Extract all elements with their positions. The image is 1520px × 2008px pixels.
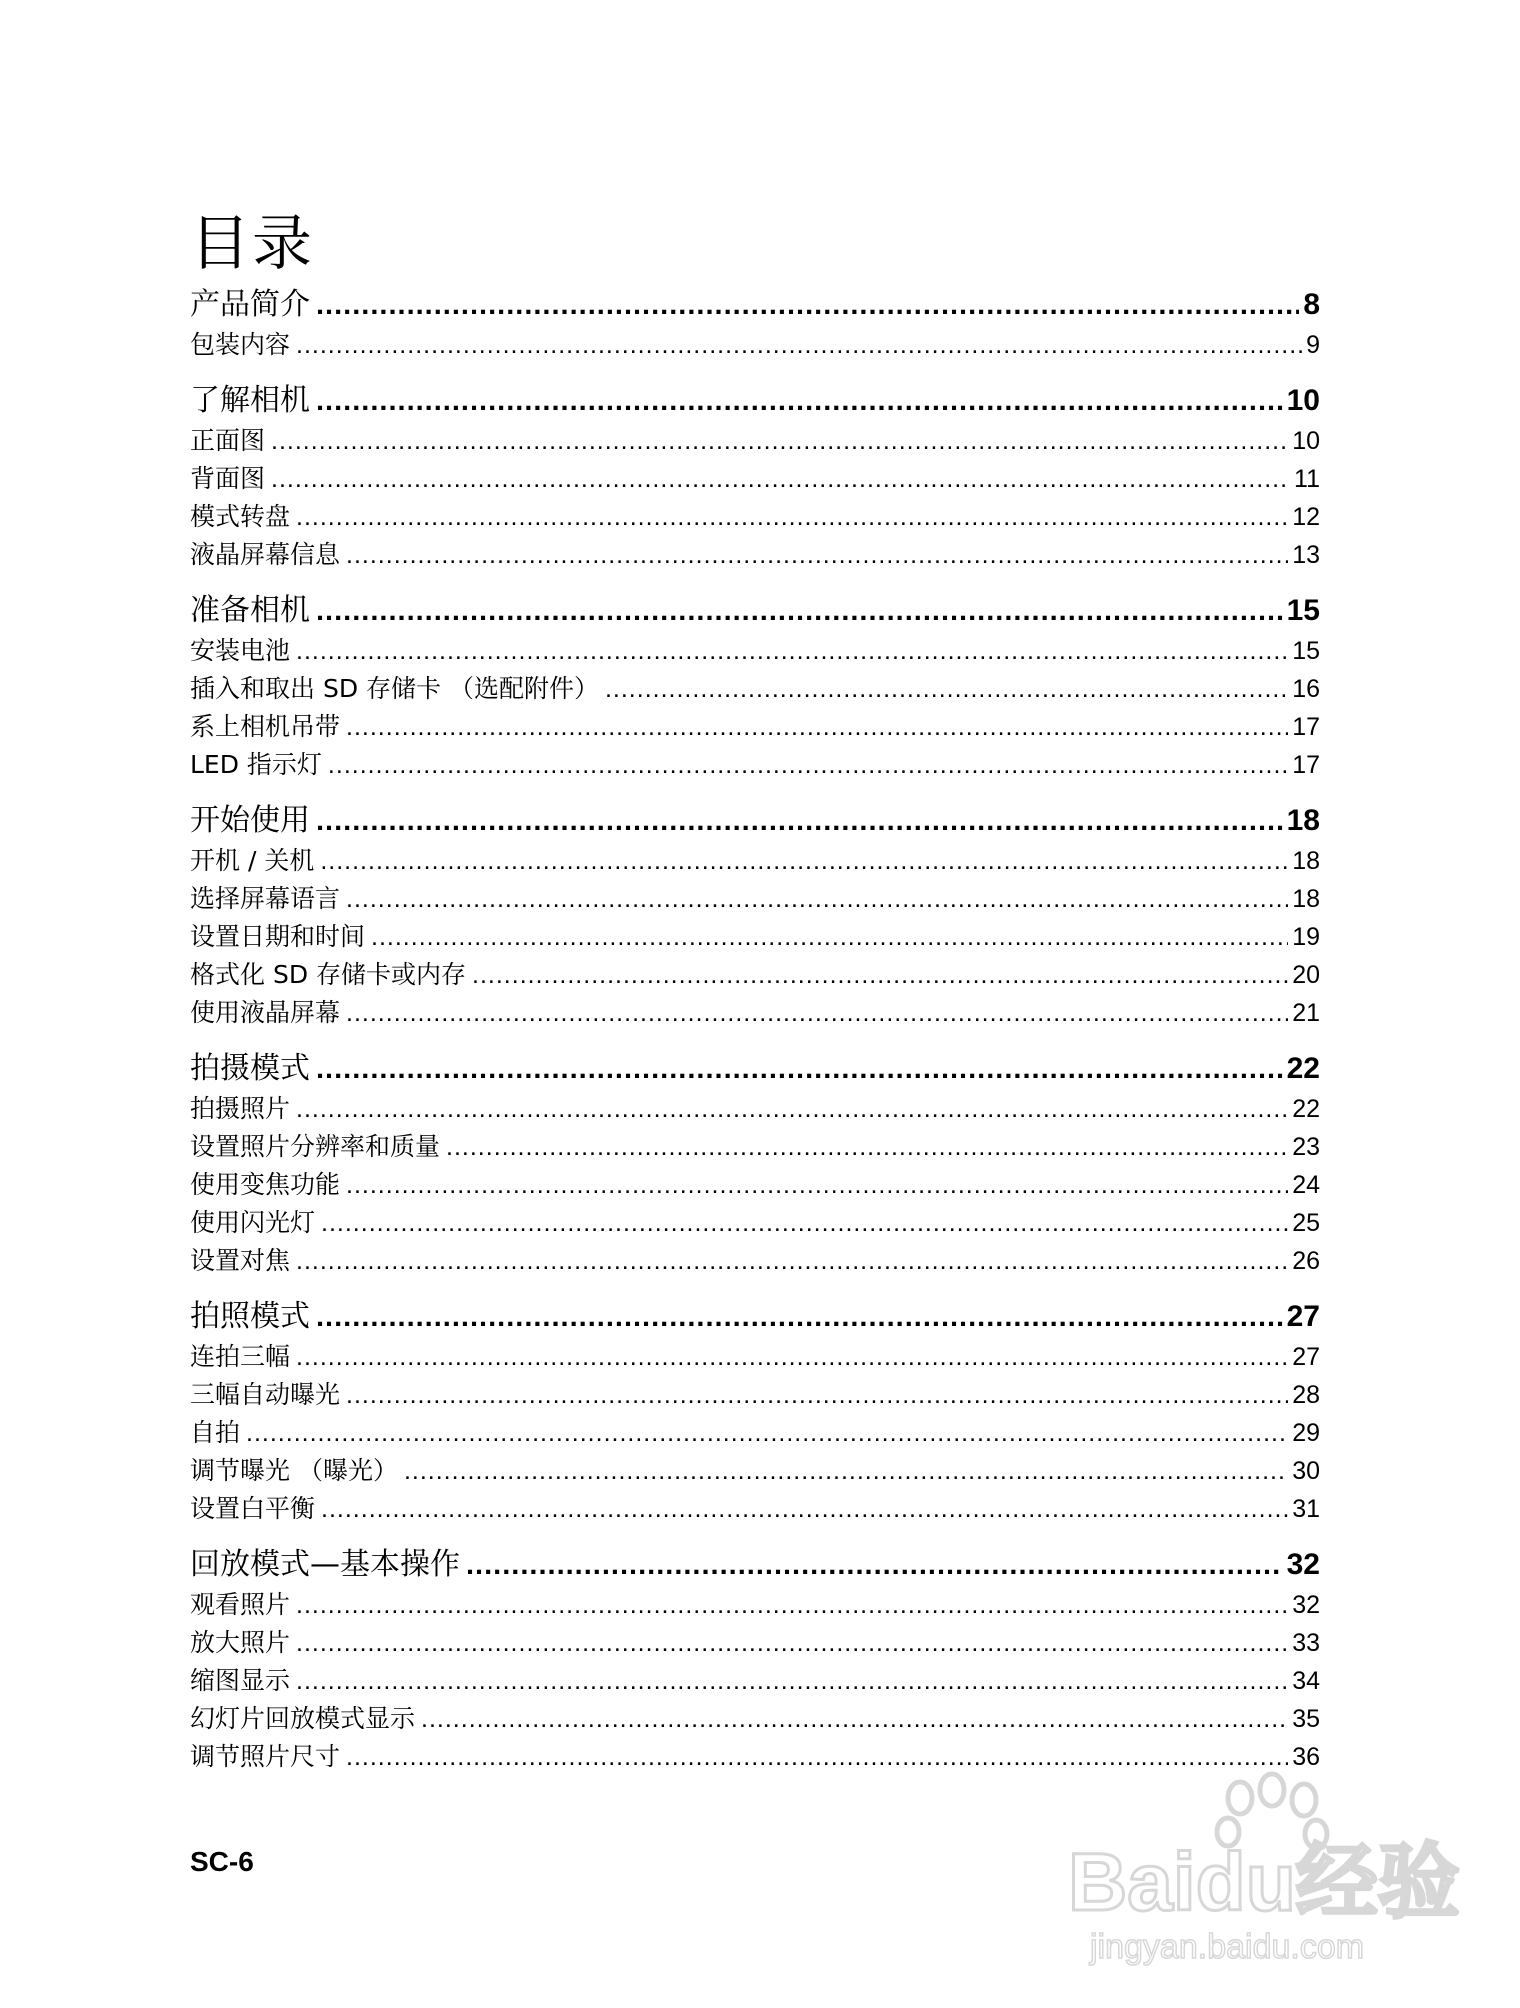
toc-page-number: 27	[1292, 1343, 1320, 1372]
paw-logo-icon	[1050, 1760, 1490, 1970]
toc-page-number: 24	[1292, 1171, 1320, 1200]
toc-entry-row	[190, 494, 1320, 532]
toc-leader-dots	[472, 961, 1288, 990]
toc-leader-dots	[316, 385, 1283, 418]
toc-entry-label: 产品简介	[190, 286, 310, 322]
toc-leader-dots	[316, 1053, 1283, 1086]
toc-leader-dots	[320, 847, 1288, 876]
toc-entry-row	[190, 1582, 1320, 1620]
toc-page-number: 35	[1292, 1705, 1320, 1734]
toc-page-number: 20	[1292, 961, 1320, 990]
toc-leader-dots	[321, 1495, 1288, 1524]
toc-entry-label: 使用液晶屏幕	[190, 998, 341, 1028]
toc-section-row	[190, 790, 1320, 838]
toc-entry-label: 拍摄模式	[190, 1050, 310, 1086]
toc-page-number: 15	[1292, 637, 1320, 666]
toc-entry-label: 调节照片尺寸	[190, 1742, 341, 1772]
toc-entry-row	[190, 838, 1320, 876]
toc-entry-label: 系上相机吊带	[190, 712, 341, 742]
toc-entry-label: 了解相机	[190, 382, 310, 418]
toc-entry-label: 设置照片分辨率和质量	[190, 1132, 441, 1162]
toc-entry-label: 正面图	[190, 426, 266, 456]
toc-leader-dots	[346, 713, 1288, 742]
toc-entry-row	[190, 666, 1320, 704]
toc-entry-label: 包装内容	[190, 330, 291, 360]
toc-entry-row	[190, 628, 1320, 666]
toc-entry-label: 液晶屏幕信息	[190, 540, 341, 570]
baidu-jingyan-watermark	[1050, 1760, 1490, 1970]
toc-page-number: 32	[1286, 1547, 1320, 1581]
toc-entry-row	[190, 876, 1320, 914]
toc-leader-dots	[246, 1419, 1288, 1448]
toc-page-number: 17	[1292, 751, 1320, 780]
toc-entry-label: 拍摄照片	[190, 1094, 291, 1124]
toc-entry-label: 格式化 SD 存储卡或内存	[190, 960, 467, 990]
toc-entry-label: 背面图	[190, 464, 266, 494]
toc-entry-row	[190, 322, 1320, 360]
toc-entry-row	[190, 456, 1320, 494]
toc-leader-dots	[605, 675, 1288, 704]
toc-page-number: 18	[1292, 885, 1320, 914]
toc-leader-dots	[316, 595, 1283, 628]
toc-entry-row	[190, 1372, 1320, 1410]
toc-entry-label: LED 指示灯	[190, 750, 322, 780]
toc-entry-label: 模式转盘	[190, 502, 291, 532]
toc-entry-label: 选择屏幕语言	[190, 884, 341, 914]
toc-entry-row	[190, 418, 1320, 456]
toc-entry-row	[190, 1124, 1320, 1162]
toc-page-number: 25	[1292, 1209, 1320, 1238]
toc-leader-dots	[446, 1133, 1288, 1162]
toc-page-number: 15	[1286, 593, 1320, 627]
toc-page-number: 31	[1292, 1495, 1320, 1524]
toc-entry-label: 使用变焦功能	[190, 1170, 341, 1200]
toc-entry-label: 设置白平衡	[190, 1494, 316, 1524]
toc-section-row	[190, 1534, 1320, 1582]
toc-entry-row	[190, 704, 1320, 742]
toc-entry-row	[190, 1696, 1320, 1734]
toc-leader-dots	[316, 1301, 1283, 1334]
toc-section-row	[190, 1286, 1320, 1334]
toc-entry-row	[190, 1448, 1320, 1486]
toc-page-number: 22	[1286, 1051, 1320, 1085]
toc-page-number: 22	[1292, 1095, 1320, 1124]
toc-entry-row	[190, 1486, 1320, 1524]
toc-page-number: 9	[1306, 331, 1320, 360]
toc-page-number: 33	[1292, 1629, 1320, 1658]
toc-page-number: 10	[1286, 383, 1320, 417]
toc-entry-label: 插入和取出 SD 存储卡 （选配附件）	[190, 674, 599, 704]
toc-leader-dots	[328, 751, 1288, 780]
toc-entry-label: 设置对焦	[190, 1246, 291, 1276]
toc-section-row	[190, 274, 1320, 322]
toc-page-number: 8	[1303, 287, 1320, 321]
toc-leader-dots	[271, 427, 1288, 456]
watermark-brand: Baidu经验	[1068, 1837, 1460, 1928]
toc-entry-label: 拍照模式	[190, 1298, 310, 1334]
toc-leader-dots	[346, 541, 1288, 570]
toc-page-number: 29	[1292, 1419, 1320, 1448]
page-title: 目录	[190, 209, 314, 280]
toc-entry-label: 准备相机	[190, 592, 310, 628]
toc-entry-row	[190, 742, 1320, 780]
toc-leader-dots	[421, 1705, 1288, 1734]
toc-leader-dots	[316, 289, 1299, 322]
toc-page-number: 18	[1286, 803, 1320, 837]
toc-leader-dots	[271, 465, 1290, 494]
toc-leader-dots	[296, 1629, 1288, 1658]
toc-leader-dots	[466, 1549, 1283, 1582]
toc-page-number: 30	[1292, 1457, 1320, 1486]
toc-entry-row	[190, 1334, 1320, 1372]
table-of-contents	[190, 274, 1320, 1772]
toc-page-number: 13	[1292, 541, 1320, 570]
toc-page-number: 28	[1292, 1381, 1320, 1410]
toc-entry-row	[190, 1658, 1320, 1696]
toc-entry-row	[190, 1238, 1320, 1276]
toc-page-number: 36	[1292, 1743, 1320, 1772]
toc-leader-dots	[296, 503, 1288, 532]
toc-entry-label: 观看照片	[190, 1590, 291, 1620]
toc-page-number: 34	[1292, 1667, 1320, 1696]
toc-leader-dots	[404, 1457, 1288, 1486]
toc-leader-dots	[296, 1095, 1288, 1124]
toc-entry-label: 使用闪光灯	[190, 1208, 316, 1238]
toc-section-row	[190, 1038, 1320, 1086]
toc-entry-label: 幻灯片回放模式显示	[190, 1704, 416, 1734]
toc-page-number: 32	[1292, 1591, 1320, 1620]
toc-section-row	[190, 580, 1320, 628]
toc-page-number: 18	[1292, 847, 1320, 876]
toc-page-number: 11	[1294, 465, 1320, 494]
toc-page-number: 16	[1292, 675, 1320, 704]
toc-entry-row	[190, 532, 1320, 570]
toc-entry-row	[190, 1162, 1320, 1200]
toc-leader-dots	[296, 1667, 1288, 1696]
watermark-url: jingyan.baidu.com	[1090, 1928, 1365, 1966]
toc-leader-dots	[346, 885, 1288, 914]
toc-page-number: 17	[1292, 713, 1320, 742]
toc-entry-label: 三幅自动曝光	[190, 1380, 341, 1410]
toc-page-number: 26	[1292, 1247, 1320, 1276]
toc-entry-label: 连拍三幅	[190, 1342, 291, 1372]
toc-leader-dots	[296, 1591, 1288, 1620]
toc-section-row	[190, 370, 1320, 418]
toc-leader-dots	[296, 1247, 1288, 1276]
toc-page-number: 10	[1292, 427, 1320, 456]
toc-page-number: 23	[1292, 1133, 1320, 1162]
toc-entry-label: 安装电池	[190, 636, 291, 666]
toc-leader-dots	[296, 331, 1302, 360]
toc-entry-label: 回放模式—基本操作	[190, 1546, 460, 1582]
toc-page-number: 21	[1292, 999, 1320, 1028]
toc-entry-label: 设置日期和时间	[190, 922, 366, 952]
toc-page-number: 12	[1292, 503, 1320, 532]
toc-leader-dots	[321, 1209, 1288, 1238]
toc-entry-label: 调节曝光 （曝光）	[190, 1456, 398, 1486]
toc-leader-dots	[296, 1343, 1288, 1372]
toc-leader-dots	[316, 805, 1283, 838]
toc-entry-row	[190, 914, 1320, 952]
toc-page-number: 19	[1292, 923, 1320, 952]
toc-entry-row	[190, 952, 1320, 990]
toc-entry-label: 放大照片	[190, 1628, 291, 1658]
toc-entry-label: 开始使用	[190, 802, 310, 838]
toc-leader-dots	[371, 923, 1288, 952]
toc-entry-row	[190, 1200, 1320, 1238]
toc-leader-dots	[346, 999, 1288, 1028]
toc-entry-row	[190, 990, 1320, 1028]
toc-leader-dots	[346, 1171, 1288, 1200]
toc-entry-label: 开机 / 关机	[190, 846, 315, 876]
toc-entry-label: 缩图显示	[190, 1666, 291, 1696]
toc-entry-row	[190, 1086, 1320, 1124]
page-number: SC-6	[190, 1846, 254, 1877]
toc-entry-row	[190, 1410, 1320, 1448]
toc-page-number: 27	[1286, 1299, 1320, 1333]
toc-entry-row	[190, 1620, 1320, 1658]
toc-leader-dots	[346, 1381, 1288, 1410]
toc-leader-dots	[296, 637, 1288, 666]
toc-entry-label: 自拍	[190, 1418, 241, 1448]
